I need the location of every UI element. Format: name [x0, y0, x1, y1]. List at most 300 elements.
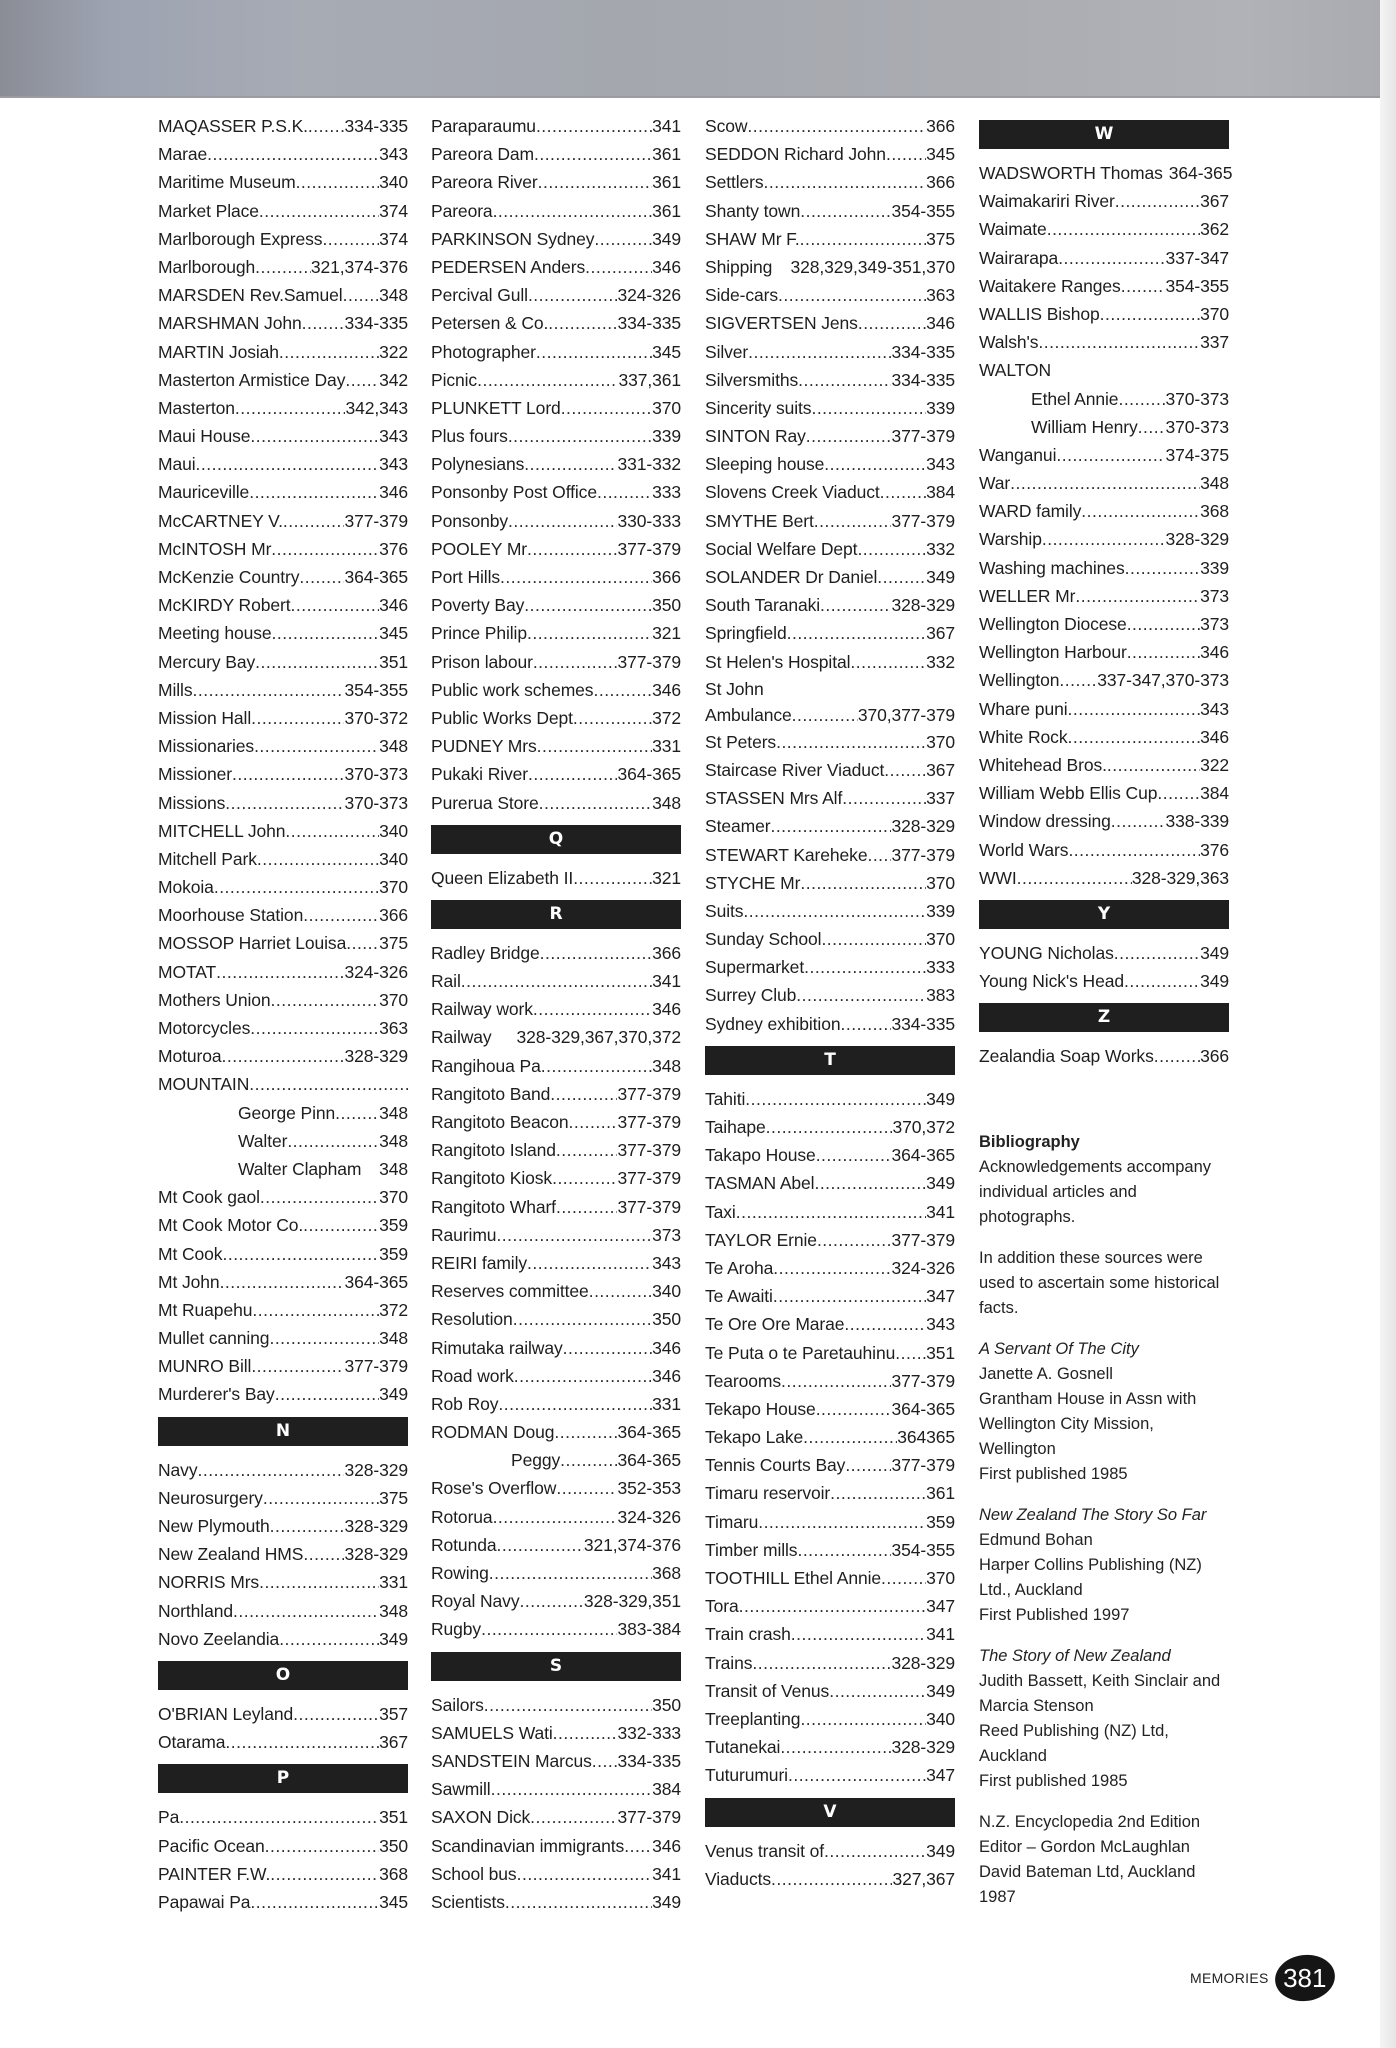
index-entry	[705, 925, 955, 953]
leader-dots	[556, 1474, 617, 1502]
index-pages: 374	[379, 200, 408, 221]
bibliography-intro-2: In addition these sources were used to ascertain some historical facts.	[979, 1249, 1220, 1318]
leader-dots	[1075, 582, 1200, 610]
index-pages: 366	[652, 567, 681, 587]
leader-dots	[764, 168, 927, 196]
index-pages: 333	[926, 957, 955, 978]
index-pages: 377-379	[617, 538, 681, 559]
index-pages: 370-373	[344, 792, 408, 813]
index-entry	[705, 1837, 955, 1865]
index-term: Scientists	[431, 1891, 505, 1912]
leader-dots	[335, 1099, 379, 1127]
index-pages: 349	[926, 1680, 955, 1701]
index-entry	[705, 168, 955, 196]
leader-dots	[895, 1339, 926, 1367]
index-column-2	[431, 112, 681, 1916]
index-entry	[979, 441, 1229, 469]
index-pages: 334-335	[344, 313, 408, 334]
leader-dots	[1138, 413, 1166, 441]
index-entry	[979, 385, 1229, 413]
index-term: Moorhouse Station	[158, 905, 304, 926]
index-term-continued: Ambulance	[705, 704, 792, 725]
leader-dots	[222, 1240, 379, 1268]
index-entry	[705, 812, 955, 840]
index-term: SAXON Dick	[431, 1807, 531, 1828]
index-term: Rangihoua Pa	[431, 1055, 541, 1076]
index-entry	[979, 836, 1229, 864]
index-term: Settlers	[705, 172, 764, 193]
index-term: Mills	[158, 679, 193, 700]
leader-dots	[287, 1127, 379, 1155]
index-pages: 340	[379, 848, 408, 869]
bibliography	[979, 1130, 1229, 1910]
index-entry	[158, 281, 408, 309]
leader-dots	[739, 1592, 926, 1620]
leader-dots	[553, 1719, 618, 1747]
leader-dots	[541, 1052, 652, 1080]
index-pages: 377-379	[344, 1356, 408, 1377]
index-entry	[158, 760, 408, 788]
index-term: Maui	[158, 454, 196, 475]
index-term: Rotunda	[431, 1534, 497, 1555]
leader-dots	[781, 1367, 891, 1395]
index-term: Picnic	[431, 369, 478, 390]
leader-dots	[850, 648, 926, 676]
index-entry	[431, 1164, 681, 1192]
index-entry	[705, 563, 955, 591]
index-entry	[431, 1221, 681, 1249]
leader-dots	[1127, 610, 1200, 638]
index-pages: 324-326	[617, 285, 681, 306]
index-term: Mullet canning	[158, 1328, 270, 1349]
index-pages: 348	[379, 285, 408, 306]
index-term: Window dressing	[979, 811, 1111, 832]
index-pages: 346	[379, 595, 408, 616]
leader-dots	[1042, 525, 1166, 553]
leader-dots	[1127, 638, 1200, 666]
leader-dots	[269, 1324, 379, 1352]
index-term: Mercury Bay	[158, 651, 256, 672]
leader-dots	[179, 1803, 379, 1831]
leader-dots	[780, 1733, 891, 1761]
index-entry	[431, 1832, 681, 1860]
index-entry	[705, 338, 955, 366]
index-entry	[705, 897, 955, 925]
leader-dots	[829, 1677, 926, 1705]
source-title: A Servant Of The City	[979, 1340, 1139, 1359]
leader-dots	[770, 812, 891, 840]
index-entry	[431, 1559, 681, 1587]
index-term: Marae	[158, 144, 208, 165]
section-letter-q: Q	[431, 825, 681, 854]
index-pages: 339	[926, 397, 955, 418]
index-term: TAYLOR Ernie	[705, 1229, 817, 1250]
index-term: Resolution	[431, 1309, 513, 1330]
index-term: STEWART Kareheke	[705, 844, 868, 865]
index-entry	[158, 591, 408, 619]
index-term: Rangitoto Kiosk	[431, 1168, 553, 1189]
leader-dots	[296, 168, 380, 196]
index-entry	[431, 1390, 681, 1418]
index-term: Walsh's	[979, 332, 1039, 353]
leader-dots	[491, 1775, 653, 1803]
leader-dots	[858, 309, 926, 337]
index-entry	[979, 413, 1229, 441]
index-pages: 370	[1200, 303, 1229, 324]
index-entry	[431, 864, 681, 892]
index-entry	[705, 1198, 955, 1226]
page-footer	[1190, 1955, 1335, 2001]
index-pages: 328-329	[344, 1544, 408, 1565]
index-term: Navy	[158, 1459, 198, 1480]
index-pages: 364-365	[891, 1145, 955, 1166]
index-entry	[705, 1226, 955, 1254]
leader-dots	[255, 253, 311, 281]
index-pages: 348	[379, 1600, 408, 1621]
index-term: Surrey Club	[705, 985, 797, 1006]
leader-dots	[232, 760, 344, 788]
index-pages: 343	[379, 144, 408, 165]
leader-dots	[800, 1705, 926, 1733]
leader-dots	[477, 366, 618, 394]
index-entry	[705, 953, 955, 981]
index-pages: 348	[652, 1055, 681, 1076]
index-entry	[158, 817, 408, 845]
index-entry	[705, 841, 955, 869]
index-pages: 384	[1200, 783, 1229, 804]
source-detail: First published 1985	[979, 1465, 1128, 1484]
index-pages: 346	[652, 999, 681, 1020]
index-entry	[705, 422, 955, 450]
index-term: Shanty town	[705, 200, 801, 221]
index-entry	[979, 723, 1229, 751]
index-pages: 354-355	[344, 679, 408, 700]
index-entry	[431, 704, 681, 732]
index-pages: 339	[1200, 557, 1229, 578]
index-entry	[431, 995, 681, 1023]
index-term: WWI	[979, 867, 1017, 888]
index-pages: 349	[926, 1088, 955, 1109]
index-entry	[431, 1446, 681, 1474]
index-pages: 349	[926, 1173, 955, 1194]
index-term: Wellington Diocese	[979, 614, 1127, 634]
index-term: Pukaki River	[431, 764, 529, 785]
leader-dots	[222, 1042, 345, 1070]
leader-dots	[302, 309, 345, 337]
section-letter-v: V	[705, 1798, 955, 1827]
index-pages: 377-379	[891, 1455, 955, 1476]
index-pages: 359	[379, 1243, 408, 1264]
index-entry	[979, 328, 1229, 356]
index-entry	[705, 1564, 955, 1592]
index-term: Train crash	[705, 1624, 791, 1645]
leader-dots	[196, 450, 380, 478]
index-entry	[705, 1367, 955, 1395]
index-pages: 334-335	[891, 341, 955, 362]
index-term: PARKINSON Sydney	[431, 228, 595, 249]
index-entry	[705, 784, 955, 812]
index-term: Trains	[705, 1652, 753, 1673]
index-term: Sincerity suits	[705, 397, 812, 418]
index-term: South Taranaki	[705, 595, 821, 616]
index-pages: 372	[652, 707, 681, 728]
index-term: WADSWORTH Thomas	[979, 163, 1163, 183]
index-term: Rangitoto Island	[431, 1140, 556, 1161]
index-entry	[705, 1310, 955, 1338]
index-pages: 346	[652, 1337, 681, 1358]
leader-dots	[800, 225, 927, 253]
index-term: Venus transit of	[705, 1840, 825, 1861]
source-detail: Harper Collins Publishing (NZ) Ltd., Auckland	[979, 1556, 1202, 1600]
index-term: Polynesians	[431, 454, 525, 475]
index-entry	[705, 1395, 955, 1423]
index-entry	[431, 1334, 681, 1362]
index-term: William Webb Ellis Cup	[979, 783, 1158, 804]
index-entry	[431, 1052, 681, 1080]
leader-dots	[771, 1865, 892, 1893]
index-term: Photographer	[431, 341, 536, 362]
leader-dots	[275, 1380, 379, 1408]
index-entry	[431, 1587, 681, 1615]
index-pages: 377-379	[891, 844, 955, 865]
index-term: Mt John	[158, 1271, 220, 1292]
index-term: MOUNTAIN	[158, 1074, 250, 1095]
leader-dots	[508, 507, 617, 535]
index-term: SMYTHE Bert	[705, 510, 814, 531]
source-detail: Editor – Gordon McLaughlan	[979, 1838, 1190, 1857]
index-pages: 328-329,367,370,372	[516, 1027, 681, 1048]
index-term: Rugby	[431, 1619, 482, 1640]
index-pages: 341	[652, 1863, 681, 1884]
index-term: SAMUELS Wati	[431, 1722, 553, 1743]
leader-dots	[1118, 385, 1165, 413]
index-pages: 324-326	[891, 1257, 955, 1278]
index-term: SEDDON Richard John	[705, 144, 886, 165]
index-term: Springfield	[705, 623, 787, 644]
index-entry	[158, 901, 408, 929]
index-term: Te Aroha	[705, 1257, 774, 1278]
index-entry	[705, 197, 955, 225]
index-term: Maritime Museum	[158, 172, 296, 193]
leader-dots	[569, 1108, 618, 1136]
index-pages: 370	[379, 877, 408, 898]
index-entry	[431, 1747, 681, 1775]
section-letter-t: T	[705, 1046, 955, 1075]
index-pages: 332	[926, 651, 955, 672]
leader-dots	[528, 760, 617, 788]
index-term: Pa	[158, 1807, 180, 1828]
index-pages: 351	[379, 651, 408, 672]
index-pages: 330-333	[617, 510, 681, 531]
leader-dots	[489, 1559, 652, 1587]
index-entry	[979, 864, 1229, 892]
index-entry	[979, 1042, 1229, 1070]
section-letter-w: W	[979, 120, 1229, 149]
index-pages: 343	[652, 1252, 681, 1273]
index-pages: 337,361	[618, 369, 681, 390]
leader-dots	[806, 422, 892, 450]
index-pages: 351	[926, 1342, 955, 1363]
index-pages: 350	[652, 1694, 681, 1715]
leader-dots	[505, 1888, 652, 1916]
leader-dots	[527, 619, 652, 647]
leader-dots	[573, 864, 652, 892]
index-entry	[158, 1456, 408, 1484]
index-term: Queen Elizabeth II	[431, 867, 574, 888]
leader-dots	[1115, 187, 1200, 215]
index-term: Taxi	[705, 1201, 736, 1222]
index-entry	[431, 1691, 681, 1719]
index-term: Marlborough	[158, 256, 256, 277]
leader-dots	[220, 1268, 345, 1296]
index-pages: 348	[379, 1158, 408, 1179]
leader-dots	[594, 225, 652, 253]
leader-dots	[461, 967, 652, 995]
bibliography-sources	[979, 1337, 1229, 1910]
index-pages: 370-373	[1165, 388, 1229, 409]
leader-dots	[303, 1540, 344, 1568]
index-pages: 324-326	[344, 961, 408, 982]
index-pages: 349	[926, 1840, 955, 1861]
index-term: Timaru	[705, 1511, 759, 1532]
index-entry	[705, 981, 955, 1009]
index-entry	[431, 338, 681, 366]
index-pages: 376	[379, 538, 408, 559]
leader-dots	[1125, 554, 1200, 582]
index-entry	[158, 1099, 408, 1127]
index-term: WALLIS Bishop	[979, 303, 1100, 324]
index-term: REIRI family	[431, 1252, 528, 1273]
index-pages: 368	[379, 1863, 408, 1884]
index-pages: 346	[652, 256, 681, 277]
index-term: St Peters	[705, 731, 777, 752]
index-term: Young Nick's Head	[979, 971, 1124, 992]
index-term: St John	[705, 678, 764, 699]
index-term: Waimate	[979, 219, 1047, 240]
index-pages: 322	[1200, 754, 1229, 775]
index-term: Purerua Store	[431, 792, 539, 813]
index-term: Whare puni	[979, 698, 1068, 719]
index-term: Warship	[979, 529, 1042, 550]
index-entry	[158, 197, 408, 225]
leader-dots	[537, 732, 652, 760]
leader-dots	[496, 1221, 652, 1249]
source-detail: First Published 1997	[979, 1606, 1130, 1625]
index-entry	[158, 507, 408, 535]
index-entry	[431, 1193, 681, 1221]
index-term: School bus	[431, 1863, 517, 1884]
index-term: William Henry	[1031, 416, 1138, 437]
index-term: Rowing	[431, 1563, 489, 1583]
index-pages: 364-365	[344, 567, 408, 587]
index-term: New Zealand HMS	[158, 1544, 304, 1565]
index-term: Paraparaumu	[431, 116, 536, 136]
index-pages: 322	[379, 341, 408, 362]
index-pages: 334-335	[891, 369, 955, 390]
index-term: McKIRDY Robert	[158, 595, 291, 616]
index-pages: 346	[652, 1365, 681, 1386]
index-pages: 377-379	[891, 1229, 955, 1250]
index-entry	[431, 197, 681, 225]
index-term: MARSHMAN John	[158, 313, 302, 334]
index-entry	[158, 676, 408, 704]
index-term: SINTON Ray	[705, 426, 806, 447]
index-term: New Plymouth	[158, 1516, 270, 1536]
index-term: Percival Gull	[431, 285, 528, 306]
section-letter-r: R	[431, 900, 681, 929]
leader-dots	[290, 591, 379, 619]
index-term: Rangitoto Beacon	[431, 1112, 569, 1132]
index-entry	[158, 225, 408, 253]
leader-dots	[251, 704, 344, 732]
index-pages: 347	[926, 1765, 955, 1786]
index-term: Mokoia	[158, 877, 214, 898]
index-entry	[705, 1423, 955, 1451]
index-pages: 370-373	[344, 764, 408, 785]
index-term: Suits	[705, 900, 744, 921]
index-entry	[158, 1127, 408, 1155]
index-term: MOTAT	[158, 961, 217, 982]
index-term: Pareora Dam	[431, 144, 534, 165]
leader-dots	[265, 1832, 379, 1860]
leader-dots	[867, 841, 891, 869]
leader-dots	[554, 1418, 617, 1446]
index-pages: 361	[652, 200, 681, 221]
index-pages: 346	[652, 679, 681, 700]
index-pages: 383-384	[617, 1619, 681, 1640]
index-entry	[431, 478, 681, 506]
index-pages: 321	[652, 623, 681, 644]
index-entry	[431, 1775, 681, 1803]
index-term: Rob Roy	[431, 1393, 499, 1414]
leader-dots	[548, 309, 617, 337]
index-term: Wellington	[979, 670, 1060, 691]
index-entry	[431, 648, 681, 676]
leader-dots	[844, 1310, 926, 1338]
index-pages: 342	[379, 369, 408, 390]
index-term: Ponsonby	[431, 510, 509, 531]
leader-dots	[527, 1249, 652, 1277]
index-entry	[705, 1169, 955, 1197]
index-term: War	[979, 473, 1011, 494]
leader-dots	[816, 1141, 892, 1169]
index-entry	[431, 1615, 681, 1643]
leader-dots	[556, 1193, 618, 1221]
index-pages: 364-365	[617, 1450, 681, 1471]
leader-dots	[250, 1888, 379, 1916]
leader-dots	[592, 1747, 618, 1775]
leader-dots	[804, 953, 926, 981]
index-pages: 342,343	[345, 397, 408, 418]
leader-dots	[743, 897, 926, 925]
index-term: Silversmiths	[705, 369, 799, 390]
source-detail: N.Z. Encyclopedia 2nd Edition	[979, 1813, 1201, 1832]
index-entry	[158, 648, 408, 676]
index-entry	[431, 225, 681, 253]
leader-dots	[216, 958, 344, 986]
index-term: O'BRIAN Leyland	[158, 1703, 294, 1724]
leader-dots	[257, 845, 379, 873]
index-entry	[158, 619, 408, 647]
index-pages: 370,372	[892, 1117, 955, 1137]
index-term: SHAW Mr F.	[705, 228, 800, 249]
section-letter-p: P	[158, 1764, 408, 1793]
index-term: SOLANDER Dr Daniel	[705, 567, 878, 587]
index-entry	[705, 394, 955, 422]
leader-dots	[322, 225, 379, 253]
leader-dots	[561, 394, 652, 422]
leader-dots	[736, 1198, 926, 1226]
